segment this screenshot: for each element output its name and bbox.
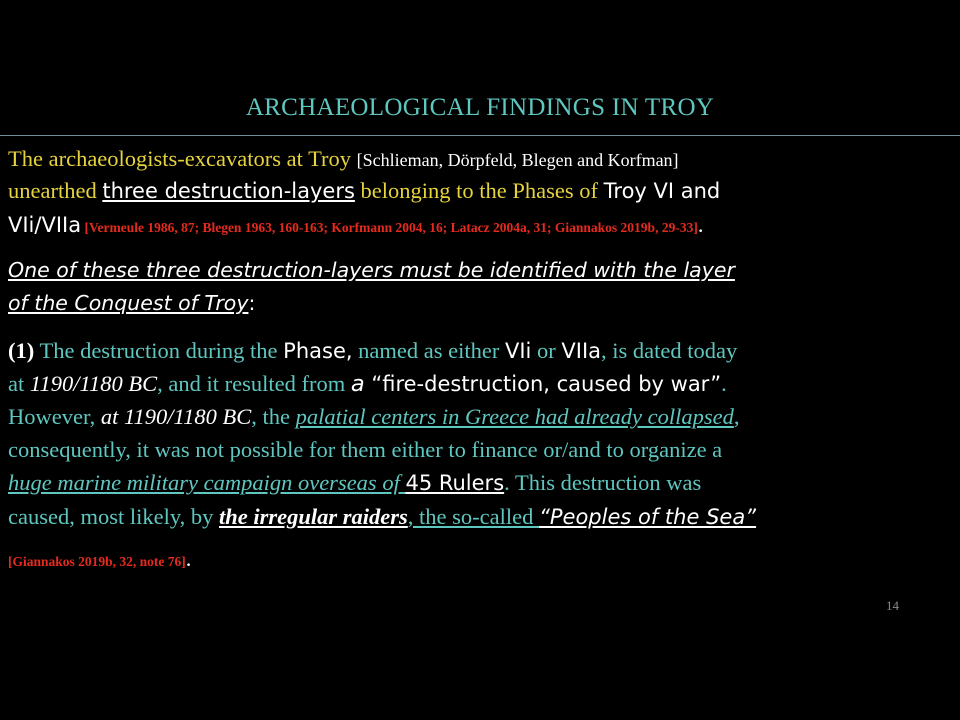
- p3-s19: consequently, it was not possible for them either to finance or/and to organize a: [8, 437, 723, 462]
- p1-text-e: belonging to the Phases of: [354, 178, 604, 203]
- p1-troy-vi: Troy VI and: [603, 179, 721, 203]
- p3-line4: [8, 437, 722, 463]
- p1-vii-viia: VIi/VIIa: [8, 213, 82, 237]
- p3-campaign: huge marine military campaign overseas of: [8, 470, 406, 495]
- p3-s8: at: [8, 371, 30, 396]
- p1-line1: [8, 146, 679, 172]
- p3-final-period: .: [185, 546, 192, 571]
- p1-line2: [8, 178, 720, 204]
- p1-destruction-layers: three destruction-layers: [102, 179, 355, 203]
- p3-raiders: the irregular raiders: [219, 504, 408, 529]
- p3-article: a: [350, 371, 365, 397]
- p1-excavators: [Schlieman, Dörpfeld, Blegen and Korfman]: [356, 150, 679, 170]
- p3-s5: or: [531, 338, 562, 363]
- p3-line5: [8, 470, 701, 496]
- p3-fire-quote: “fire-destruction, caused by war”: [364, 372, 722, 396]
- p3-line2: [8, 371, 727, 397]
- p3-s13: .: [721, 371, 727, 396]
- p3-s23: caused, most likely, by: [8, 504, 220, 529]
- p3-reference: [Giannakos 2019b, 32, note 76]: [8, 554, 186, 569]
- p1-period: .: [697, 212, 704, 237]
- p3-line7: [8, 546, 191, 572]
- p3-date2: at 1190/1180 BC: [100, 404, 252, 429]
- p2-line1: [8, 258, 735, 282]
- p3-viia: VIIa: [561, 339, 602, 363]
- title-divider: [0, 135, 960, 136]
- p3-s18: ,: [733, 404, 740, 429]
- p3-s7: , is dated today: [601, 338, 738, 363]
- p3-s25: , the so-called: [407, 504, 539, 529]
- p3-line3: [8, 404, 739, 430]
- p3-peoples-of-sea: “Peoples of the Sea”: [539, 505, 757, 529]
- p3-vii: VIi: [504, 339, 532, 363]
- p3-s16: , the: [251, 404, 296, 429]
- p3-s1: The destruction during the: [34, 338, 284, 363]
- p3-date: 1190/1180 BC: [29, 371, 158, 396]
- slide-title: ARCHAEOLOGICAL FINDINGS IN TROY: [245, 94, 715, 121]
- p3-45-rulers: 45 Rulers: [405, 471, 505, 495]
- p3-s10: , and it resulted from: [157, 371, 351, 396]
- p1-references: [Vermeule 1986, 87; Blegen 1963, 160-163; Korfmann 2004, 16; Latacz 2004a, 31; Giannakos 2019b, 29-33]: [81, 220, 698, 235]
- p3-line1: [8, 338, 737, 364]
- p1-text-c: unearthed: [8, 178, 103, 203]
- p3-number: (1): [8, 338, 35, 363]
- p1-text-a: The archaeologists-excavators at Troy: [8, 146, 357, 171]
- p3-palatial: palatial centers in Greece had already collapsed: [295, 404, 734, 429]
- p2-colon: :: [248, 291, 256, 315]
- p3-line6: [8, 504, 756, 530]
- p3-s14: However,: [8, 404, 101, 429]
- p3-phase: Phase,: [283, 339, 353, 363]
- p3-s3: named as either: [352, 338, 505, 363]
- p2-claim-line2: of the Conquest of Troy: [8, 291, 249, 315]
- p2-line2: [8, 291, 255, 315]
- page-number: 14: [886, 598, 899, 613]
- p1-line3: [8, 212, 703, 238]
- p2-claim-line1: One of these three destruction-layers must be identified with the layer: [8, 258, 735, 282]
- p3-s22: . This destruction was: [504, 470, 702, 495]
